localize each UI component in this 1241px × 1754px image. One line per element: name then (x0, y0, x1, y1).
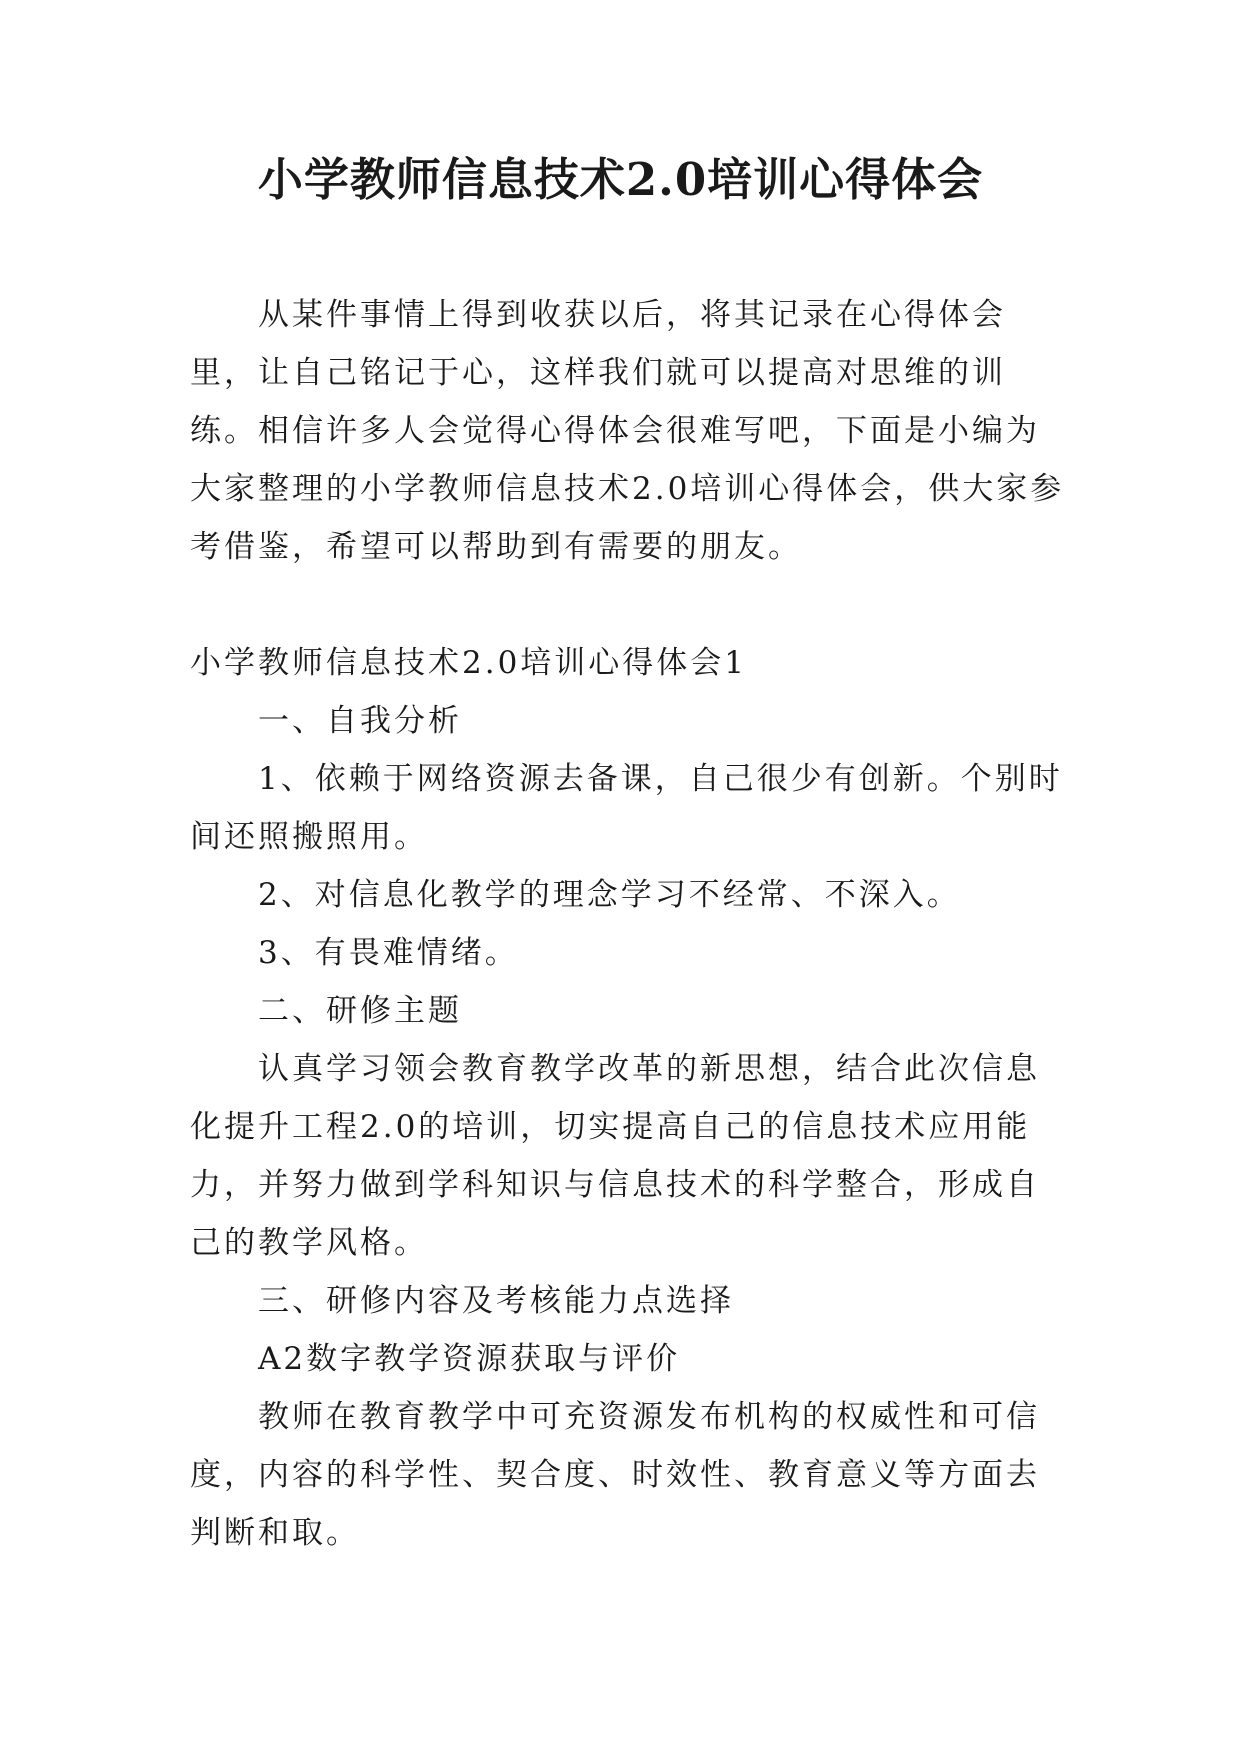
intro-paragraph: 从某件事情上得到收获以后，将其记录在心得体会里，让自己铭记于心，这样我们就可以提高对思维的训练。相信许多人会觉得心得体会很难写吧，下面是小编为大家整理的小学教师信息技术2.0培训心得体会，供大家参考借鉴，希望可以帮助到有需要的朋友。 (190, 297, 1065, 565)
paragraph-a2: 教师在教育教学中可充资源发布机构的权威性和可信度，内容的科学性、契合度、时效性、教育意义等方面去判断和取。 (190, 1399, 1040, 1551)
section-heading: 小学教师信息技术2.0培训心得体会1 (190, 645, 748, 681)
paragraph-item-3: 3、有畏难情绪。 (258, 935, 519, 971)
paragraph-spacer (190, 576, 1070, 634)
heading-study-theme: 二、研修主题 (258, 993, 462, 1029)
subheading-a2: A2数字教学资源获取与评价 (258, 1341, 681, 1377)
document-title: 小学教师信息技术2.0培训心得体会 (257, 153, 984, 206)
document-body (190, 286, 1070, 1562)
paragraph-item-1: 1、依赖于网络资源去备课，自己很少有创新。个别时间还照搬照用。 (190, 761, 1063, 855)
heading-study-content: 三、研修内容及考核能力点选择 (258, 1283, 734, 1319)
paragraph-study-theme: 认真学习领会教育教学改革的新思想，结合此次信息化提升工程2.0的培训，切实提高自己的信息技术应用能力，并努力做到学科知识与信息技术的科学整合，形成自己的教学风格。 (190, 1051, 1040, 1261)
paragraph-item-2: 2、对信息化教学的理念学习不经常、不深入。 (258, 877, 961, 913)
heading-self-analysis: 一、自我分析 (258, 703, 462, 739)
